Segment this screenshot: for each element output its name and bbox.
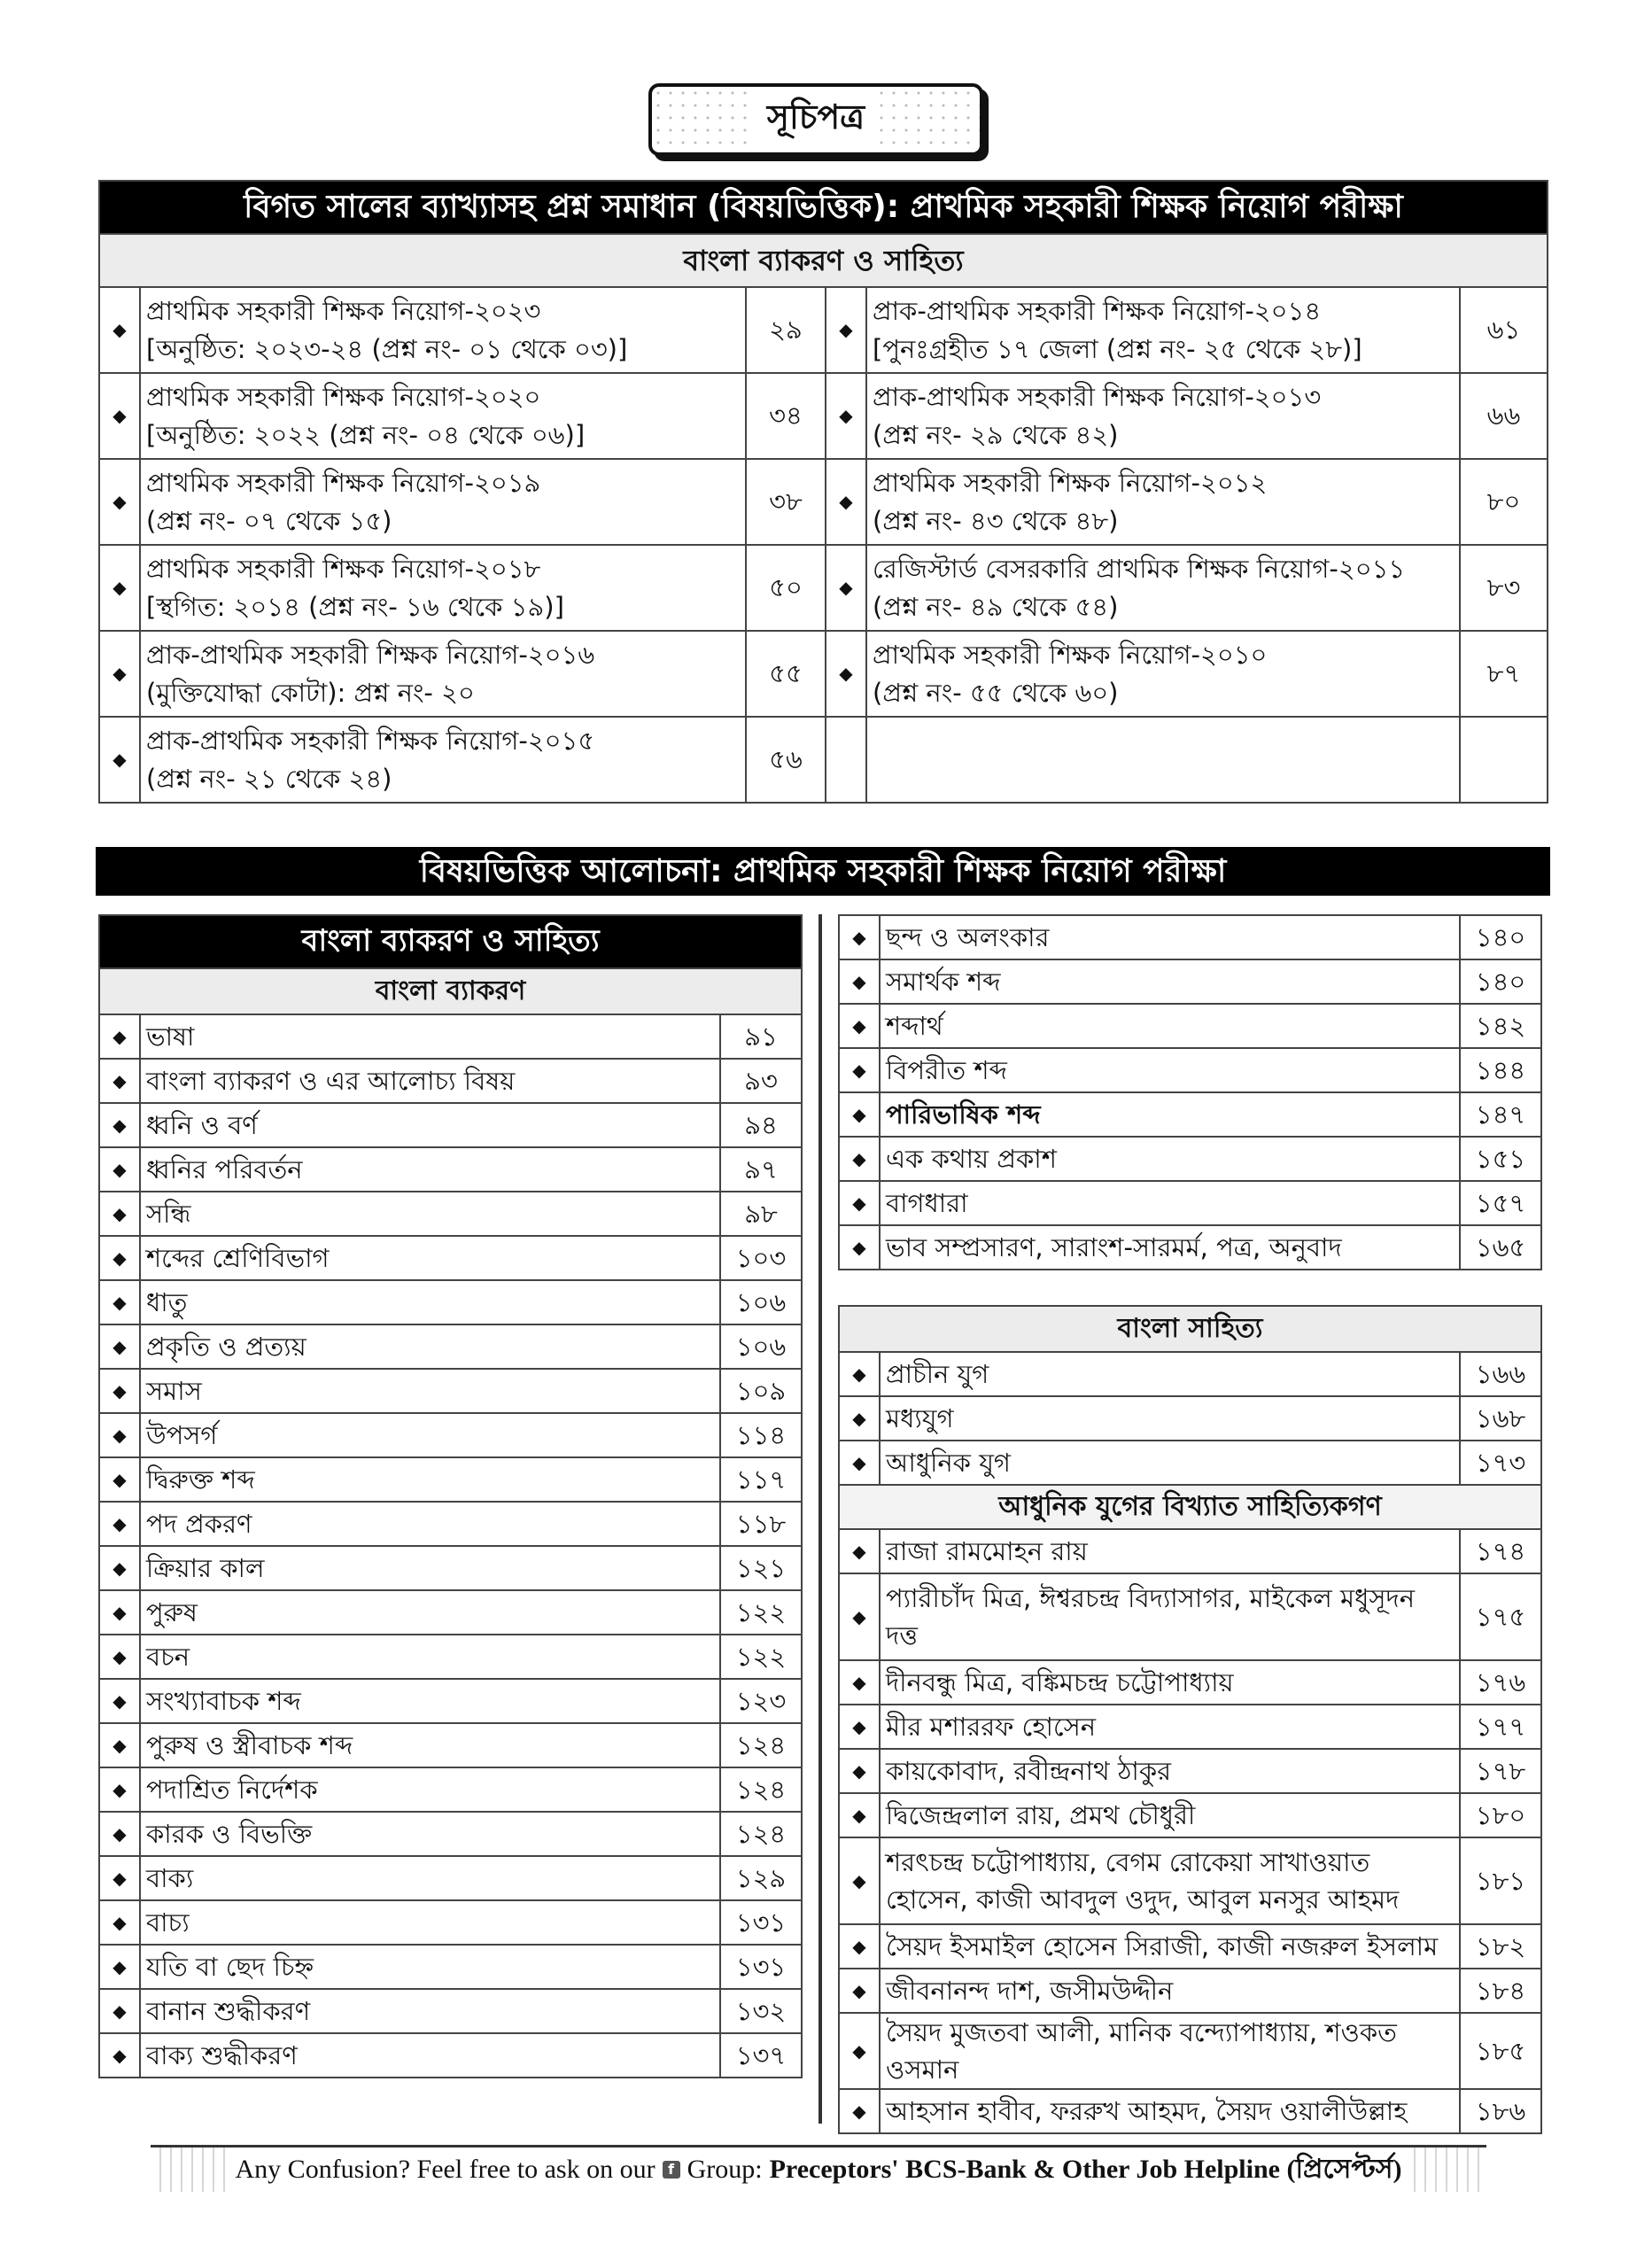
bullet-icon: ◆ — [99, 1635, 140, 1679]
exam-entry — [866, 545, 1460, 631]
page-number: ৮৭ — [1460, 631, 1548, 717]
list-item — [99, 1014, 802, 1059]
bullet-icon: ◆ — [99, 287, 140, 373]
bullet-icon: ◆ — [99, 1945, 140, 1989]
bullet-icon: ◆ — [99, 1812, 140, 1856]
list-item — [99, 1723, 802, 1767]
bullet-icon: ◆ — [99, 459, 140, 545]
bullet-icon: ◆ — [99, 1280, 140, 1324]
page-number: ৯৭ — [720, 1147, 802, 1192]
topic-label: পদাশ্রিত নির্দেশক — [140, 1767, 720, 1812]
bullet-icon: ◆ — [839, 1441, 880, 1485]
page-number: ১৬৬ — [1460, 1352, 1541, 1396]
bullet-icon: ◆ — [99, 373, 140, 459]
exam-title: প্রাথমিক সহকারী শিক্ষক নিয়োগ-২০২০ — [146, 382, 541, 413]
topic-label: দীনবন্ধু মিত্র, বঙ্কিমচন্দ্র চট্টোপাধ্যায় — [880, 1660, 1460, 1705]
page-number: ৬৬ — [1460, 373, 1548, 459]
page-number: ১৭৫ — [1460, 1573, 1541, 1660]
bullet-icon: ◆ — [826, 631, 866, 717]
topic-label: সংখ্যাবাচক শব্দ — [140, 1679, 720, 1723]
list-item — [99, 1679, 802, 1723]
page-number: ৯৩ — [720, 1059, 802, 1103]
exam-detail: (প্রশ্ন নং- ৫৫ থেকে ৬০) — [873, 677, 1119, 708]
page-number: ১১৮ — [720, 1502, 802, 1546]
bullet-icon: ◆ — [839, 1573, 880, 1660]
grammar-index-table — [98, 914, 803, 2078]
bullet-icon: ◆ — [99, 1767, 140, 1812]
page-number: ১৮৫ — [1460, 2013, 1541, 2089]
page-number: ৯৮ — [720, 1192, 802, 1236]
list-item — [839, 1573, 1541, 1660]
topic-label: শব্দার্থ — [880, 1004, 1460, 1048]
exam-title: প্রাক-প্রাথমিক সহকারী শিক্ষক নিয়োগ-২০১৩ — [873, 382, 1322, 413]
topic-label: সমাস — [140, 1369, 720, 1413]
list-item — [839, 1705, 1541, 1749]
bullet-icon: ◆ — [99, 1324, 140, 1369]
topic-label: প্রকৃতি ও প্রত্যয় — [140, 1324, 720, 1369]
page-number: ১৭৮ — [1460, 1749, 1541, 1793]
previous-year-solutions-table — [98, 180, 1548, 804]
bullet-icon: ◆ — [99, 1457, 140, 1502]
bullet-icon: ◆ — [839, 1660, 880, 1705]
list-item — [99, 1812, 802, 1856]
list-item — [839, 1749, 1541, 1793]
page-number: ১৮৪ — [1460, 1969, 1541, 2013]
bullet-icon: ◆ — [839, 2013, 880, 2089]
topic-label: পারিভাষিক শব্দ — [880, 1092, 1460, 1137]
bullet-icon: ◆ — [839, 1705, 880, 1749]
exam-title: প্রাথমিক সহকারী শিক্ষক নিয়োগ-২০১২ — [873, 468, 1268, 499]
topic-label: পদ প্রকরণ — [140, 1502, 720, 1546]
topic-label: দ্বিরুক্ত শব্দ — [140, 1457, 720, 1502]
exam-title: প্রাথমিক সহকারী শিক্ষক নিয়োগ-২০১৯ — [146, 468, 541, 499]
exam-title: প্রাথমিক সহকারী শিক্ষক নিয়োগ-২০২৩ — [146, 296, 541, 327]
bullet-icon: ◆ — [839, 1924, 880, 1969]
page-number: ৯১ — [720, 1014, 802, 1059]
topic-label: পুরুষ — [140, 1590, 720, 1635]
bullet-icon: ◆ — [99, 2033, 140, 2078]
list-item — [839, 1092, 1541, 1137]
list-item — [839, 1924, 1541, 1969]
topic-label: ভাব সম্প্রসারণ, সারাংশ-সারমর্ম, পত্র, অনুবাদ — [880, 1225, 1460, 1270]
topic-label: বাচ্য — [140, 1900, 720, 1945]
topic-label: প্রাচীন যুগ — [880, 1352, 1460, 1396]
list-item — [839, 2013, 1541, 2089]
topic-label: শব্দের শ্রেণিবিভাগ — [140, 1236, 720, 1280]
footer-group-label: Group: — [687, 2155, 763, 2184]
bullet-icon: ◆ — [839, 1793, 880, 1837]
topic-label: ক্রিয়ার কাল — [140, 1546, 720, 1590]
topic-label: বচন — [140, 1635, 720, 1679]
bullet-icon: ◆ — [839, 1048, 880, 1092]
exam-detail: (প্রশ্ন নং- ৪৩ থেকে ৪৮) — [873, 505, 1119, 536]
bullet-icon: ◆ — [826, 287, 866, 373]
topic-label: মধ্যযুগ — [880, 1396, 1460, 1441]
table-row — [99, 459, 1548, 545]
page-number: ১৭৩ — [1460, 1441, 1541, 1485]
topic-label: ভাষা — [140, 1014, 720, 1059]
exam-entry — [140, 631, 746, 717]
list-item — [99, 1059, 802, 1103]
page-number: ৫০ — [746, 545, 826, 631]
page-number: ১২৯ — [720, 1856, 802, 1900]
empty-cell — [1460, 717, 1548, 803]
topic-label: মীর মশাররফ হোসেন — [880, 1705, 1460, 1749]
exam-detail: [পুনঃগ্রহীত ১৭ জেলা (প্রশ্ন নং- ২৫ থেকে ২৮)] — [873, 333, 1362, 364]
bullet-icon: ◆ — [826, 545, 866, 631]
bullet-icon: ◆ — [99, 1989, 140, 2033]
page-number: ১৩১ — [720, 1900, 802, 1945]
list-item — [99, 1635, 802, 1679]
page-number: ১২৪ — [720, 1723, 802, 1767]
exam-entry — [140, 545, 746, 631]
page-number: ১২৩ — [720, 1679, 802, 1723]
page-number: ১৮৬ — [1460, 2089, 1541, 2133]
list-item — [99, 1236, 802, 1280]
page-number: ১২২ — [720, 1635, 802, 1679]
literature-header: বাংলা সাহিত্য — [839, 1306, 1541, 1352]
bullet-icon: ◆ — [826, 373, 866, 459]
list-item — [839, 959, 1541, 1004]
list-item — [99, 1945, 802, 1989]
list-item — [99, 1147, 802, 1192]
exam-detail: [স্থগিত: ২০১৪ (প্রশ্ন নং- ১৬ থেকে ১৯)] — [146, 591, 564, 622]
bullet-icon: ◆ — [99, 1502, 140, 1546]
section1-header: বিগত সালের ব্যাখ্যাসহ প্রশ্ন সমাধান (বিষয়ভিত্তিক): প্রাথমিক সহকারী শিক্ষক নিয়োগ পরীক্ষা — [99, 181, 1548, 234]
exam-entry — [140, 373, 746, 459]
page-number: ১৪৭ — [1460, 1092, 1541, 1137]
bullet-icon: ◆ — [99, 545, 140, 631]
page-number: ১৪০ — [1460, 915, 1541, 959]
topic-label: আধুনিক যুগ — [880, 1441, 1460, 1485]
bullet-icon: ◆ — [99, 1059, 140, 1103]
exam-entry — [866, 631, 1460, 717]
page-number: ৮৩ — [1460, 545, 1548, 631]
bullet-icon: ◆ — [839, 1837, 880, 1924]
list-item — [839, 1048, 1541, 1092]
facebook-icon: f — [663, 2161, 680, 2179]
bullet-icon: ◆ — [99, 1723, 140, 1767]
list-item — [99, 2033, 802, 2078]
list-item — [839, 1660, 1541, 1705]
page-number: ১৮১ — [1460, 1837, 1541, 1924]
page-number: ৯৪ — [720, 1103, 802, 1147]
bullet-icon: ◆ — [839, 1749, 880, 1793]
topic-label: বাংলা ব্যাকরণ ও এর আলোচ্য বিষয় — [140, 1059, 720, 1103]
bullet-icon: ◆ — [99, 717, 140, 803]
table-row — [99, 373, 1548, 459]
exam-title: রেজিস্টার্ড বেসরকারি প্রাথমিক শিক্ষক নিয়োগ-২০১১ — [873, 554, 1406, 585]
list-item — [99, 1856, 802, 1900]
page-number: ৩৪ — [746, 373, 826, 459]
topic-label: সৈয়দ মুজতবা আলী, মানিক বন্দ্যোপাধ্যায়, শওকত ওসমান — [880, 2013, 1460, 2089]
topic-label: বাক্য — [140, 1856, 720, 1900]
bullet-icon: ◆ — [99, 1147, 140, 1192]
bullet-icon: ◆ — [839, 1004, 880, 1048]
page-number: ১২৪ — [720, 1767, 802, 1812]
topic-label: আহসান হাবীব, ফররুখ আহমদ, সৈয়দ ওয়ালীউল্লাহ — [880, 2089, 1460, 2133]
literature-index-table — [838, 1305, 1542, 2134]
topic-label: শরৎচন্দ্র চট্টোপাধ্যায়, বেগম রোকেয়া সাখাওয়াত হোসেন, কাজী আবদুল ওদুদ, আবুল মনসুর আহমদ — [880, 1837, 1460, 1924]
topic-label: যতি বা ছেদ চিহ্ন — [140, 1945, 720, 1989]
list-item — [839, 1137, 1541, 1181]
page-number: ১৭৭ — [1460, 1705, 1541, 1749]
topic-label: ধ্বনির পরিবর্তন — [140, 1147, 720, 1192]
topic-label: সন্ধি — [140, 1192, 720, 1236]
list-item — [839, 1181, 1541, 1225]
topic-label: বানান শুদ্ধীকরণ — [140, 1989, 720, 2033]
bullet-icon: ◆ — [839, 1181, 880, 1225]
bullet-icon: ◆ — [839, 1396, 880, 1441]
list-item — [839, 915, 1541, 959]
page-number: ৫৫ — [746, 631, 826, 717]
list-item — [99, 1192, 802, 1236]
page-number: ১৬৮ — [1460, 1396, 1541, 1441]
page-number: ১৩৭ — [720, 2033, 802, 2078]
exam-title: প্রাক-প্রাথমিক সহকারী শিক্ষক নিয়োগ-২০১৬ — [146, 640, 595, 671]
topic-label: সমার্থক শব্দ — [880, 959, 1460, 1004]
exam-detail: [অনুষ্ঠিত: ২০২৩-২৪ (প্রশ্ন নং- ০১ থেকে ০৩)] — [146, 333, 628, 364]
page-number: ৮০ — [1460, 459, 1548, 545]
page-number: ৬১ — [1460, 287, 1548, 373]
exam-entry — [866, 287, 1460, 373]
bullet-icon: ◆ — [839, 1969, 880, 2013]
topic-label: রাজা রামমোহন রায় — [880, 1529, 1460, 1573]
topic-label: উপসর্গ — [140, 1413, 720, 1457]
list-item — [99, 1457, 802, 1502]
page-title: সূচিপত্র — [755, 91, 877, 148]
section2-header: বিষয়ভিত্তিক আলোচনা: প্রাথমিক সহকারী শিক্ষক নিয়োগ পরীক্ষা — [96, 847, 1550, 896]
bullet-icon: ◆ — [99, 1413, 140, 1457]
page-number: ১৫৭ — [1460, 1181, 1541, 1225]
exam-title: প্রাথমিক সহকারী শিক্ষক নিয়োগ-২০১০ — [873, 640, 1268, 671]
list-item — [839, 1352, 1541, 1396]
page-number: ১৩২ — [720, 1989, 802, 2033]
list-item — [839, 1004, 1541, 1048]
page-number: ৫৬ — [746, 717, 826, 803]
exam-detail: [অনুষ্ঠিত: ২০২২ (প্রশ্ন নং- ০৪ থেকে ০৬)] — [146, 419, 586, 450]
topic-label: বাগধারা — [880, 1181, 1460, 1225]
left-subheader: বাংলা ব্যাকরণ — [99, 968, 802, 1014]
page-number: ১৫১ — [1460, 1137, 1541, 1181]
exam-entry — [866, 373, 1460, 459]
bullet-icon: ◆ — [839, 2089, 880, 2133]
table-row — [99, 717, 1548, 803]
topic-label: পুরুষ ও স্ত্রীবাচক শব্দ — [140, 1723, 720, 1767]
bullet-icon: ◆ — [99, 1546, 140, 1590]
list-item — [839, 1396, 1541, 1441]
exam-entry — [140, 287, 746, 373]
exam-entry — [866, 459, 1460, 545]
footer-group-name: Preceptors' BCS-Bank & Other Job Helpline (প্রিসেপ্টর্স) — [769, 2154, 1402, 2184]
list-item — [99, 1989, 802, 2033]
list-item — [839, 1441, 1541, 1485]
empty-cell — [866, 717, 1460, 803]
column-divider — [818, 914, 822, 2124]
list-item — [99, 1590, 802, 1635]
footer-prefix: Any Confusion? Feel free to ask on our — [235, 2155, 656, 2184]
title-box — [648, 83, 983, 156]
bullet-icon: ◆ — [839, 1352, 880, 1396]
topic-label: জীবনানন্দ দাশ, জসীমউদ্দীন — [880, 1969, 1460, 2013]
list-item — [839, 1793, 1541, 1837]
bullet-icon: ◆ — [99, 631, 140, 717]
bullet-icon: ◆ — [99, 1236, 140, 1280]
page-number: ১১৭ — [720, 1457, 802, 1502]
bullet-icon: ◆ — [839, 1225, 880, 1270]
bullet-icon: ◆ — [99, 1192, 140, 1236]
page-number: ১২১ — [720, 1546, 802, 1590]
page-number: ১৪৪ — [1460, 1048, 1541, 1092]
topic-label: বাক্য শুদ্ধীকরণ — [140, 2033, 720, 2078]
bullet-icon: ◆ — [99, 1590, 140, 1635]
page-number: ১৭৪ — [1460, 1529, 1541, 1573]
exam-title: প্রাথমিক সহকারী শিক্ষক নিয়োগ-২০১৮ — [146, 554, 541, 585]
list-item — [99, 1546, 802, 1590]
page-number: ৩৮ — [746, 459, 826, 545]
list-item — [99, 1502, 802, 1546]
page-number: ১৪০ — [1460, 959, 1541, 1004]
list-item — [99, 1280, 802, 1324]
table-row — [99, 287, 1548, 373]
page-number: ১৭৬ — [1460, 1660, 1541, 1705]
exam-detail: (প্রশ্ন নং- ০৭ থেকে ১৫) — [146, 505, 392, 536]
exam-detail: (মুক্তিযোদ্ধা কোটা): প্রশ্ন নং- ২০ — [146, 677, 475, 708]
topic-label: বিপরীত শব্দ — [880, 1048, 1460, 1092]
bullet-icon: ◆ — [839, 1529, 880, 1573]
list-item — [839, 2089, 1541, 2133]
page-number: ১২২ — [720, 1590, 802, 1635]
topic-label: প্যারীচাঁদ মিত্র, ঈশ্বরচন্দ্র বিদ্যাসাগর, মাইকেল মধুসূদন দত্ত — [880, 1573, 1460, 1660]
section1-subheader: বাংলা ব্যাকরণ ও সাহিত্য — [99, 234, 1548, 287]
exam-entry — [140, 717, 746, 803]
list-item — [99, 1900, 802, 1945]
exam-entry — [140, 459, 746, 545]
list-item — [839, 1969, 1541, 2013]
page-number: ১৮০ — [1460, 1793, 1541, 1837]
bullet-icon: ◆ — [99, 1679, 140, 1723]
bullet-icon: ◆ — [826, 459, 866, 545]
page-number: ২৯ — [746, 287, 826, 373]
table-row — [99, 631, 1548, 717]
list-item — [839, 1837, 1541, 1924]
page-number: ১২৪ — [720, 1812, 802, 1856]
exam-title: প্রাক-প্রাথমিক সহকারী শিক্ষক নিয়োগ-২০১৪ — [873, 296, 1322, 327]
footer — [151, 2145, 1486, 2192]
topic-label: সৈয়দ ইসমাইল হোসেন সিরাজী, কাজী নজরুল ইসলাম — [880, 1924, 1460, 1969]
table-row — [99, 545, 1548, 631]
empty-cell — [826, 717, 866, 803]
bullet-icon: ◆ — [839, 1137, 880, 1181]
page-number: ১০৩ — [720, 1236, 802, 1280]
list-item — [99, 1369, 802, 1413]
exam-detail: (প্রশ্ন নং- ৪৯ থেকে ৫৪) — [873, 591, 1119, 622]
bullet-icon: ◆ — [839, 1092, 880, 1137]
bullet-icon: ◆ — [839, 959, 880, 1004]
bullet-icon: ◆ — [99, 1900, 140, 1945]
modern-authors-header: আধুনিক যুগের বিখ্যাত সাহিত্যিকগণ — [839, 1485, 1541, 1529]
exam-detail: (প্রশ্ন নং- ২১ থেকে ২৪) — [146, 763, 392, 794]
page-number: ১০৯ — [720, 1369, 802, 1413]
list-item — [99, 1767, 802, 1812]
topic-label: ছন্দ ও অলংকার — [880, 915, 1460, 959]
vocabulary-index-table — [838, 914, 1542, 1270]
list-item — [99, 1413, 802, 1457]
page-number: ১১৪ — [720, 1413, 802, 1457]
topic-label: কারক ও বিভক্তি — [140, 1812, 720, 1856]
bullet-icon: ◆ — [839, 915, 880, 959]
bullet-icon: ◆ — [99, 1014, 140, 1059]
topic-label: কায়কোবাদ, রবীন্দ্রনাথ ঠাকুর — [880, 1749, 1460, 1793]
page-number: ১৩১ — [720, 1945, 802, 1989]
topic-label: ধ্বনি ও বর্ণ — [140, 1103, 720, 1147]
page-number: ১০৬ — [720, 1324, 802, 1369]
list-item — [99, 1324, 802, 1369]
page-number: ১০৬ — [720, 1280, 802, 1324]
bullet-icon: ◆ — [99, 1856, 140, 1900]
left-header: বাংলা ব্যাকরণ ও সাহিত্য — [99, 915, 802, 968]
list-item — [839, 1529, 1541, 1573]
topic-label: ধাতু — [140, 1280, 720, 1324]
page-number: ১৮২ — [1460, 1924, 1541, 1969]
topic-label: এক কথায় প্রকাশ — [880, 1137, 1460, 1181]
exam-title: প্রাক-প্রাথমিক সহকারী শিক্ষক নিয়োগ-২০১৫ — [146, 726, 595, 757]
list-item — [839, 1225, 1541, 1270]
exam-detail: (প্রশ্ন নং- ২৯ থেকে ৪২) — [873, 419, 1119, 450]
topic-label: দ্বিজেন্দ্রলাল রায়, প্রমথ চৌধুরী — [880, 1793, 1460, 1837]
list-item — [99, 1103, 802, 1147]
page-number: ১৪২ — [1460, 1004, 1541, 1048]
page-number: ১৬৫ — [1460, 1225, 1541, 1270]
bullet-icon: ◆ — [99, 1369, 140, 1413]
bullet-icon: ◆ — [99, 1103, 140, 1147]
